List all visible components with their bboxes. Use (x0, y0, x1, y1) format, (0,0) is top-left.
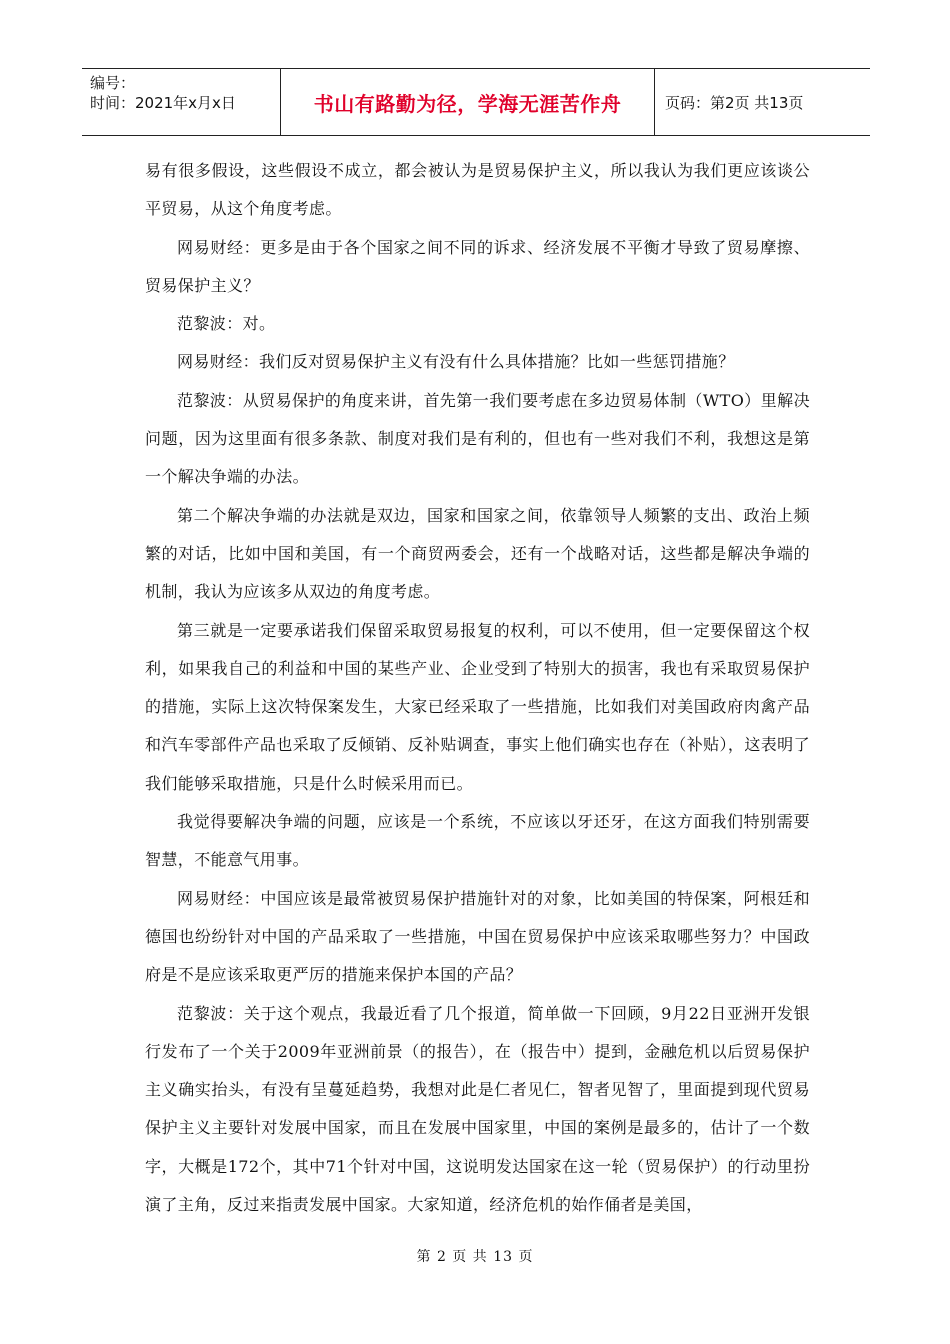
paragraph: 我觉得要解决争端的问题，应该是一个系统，不应该以牙还牙，在这方面我们特别需要智慧，不能意气用事。 (145, 812, 810, 870)
paragraph: 网易财经：更多是由于各个国家之间不同的诉求、经济发展不平衡才导致了贸易摩擦、贸易保护主义？ (145, 237, 810, 295)
document-number-label: 编号： (90, 74, 136, 92)
header-page-cell (655, 69, 870, 135)
paragraph: 范黎波：从贸易保护的角度来讲，首先第一我们要考虑在多边贸易体制（WTO）里解决问题，因为这里面有很多条款、制度对我们是有利的，但也有一些对我们不利，我想这是第一个解决争端的办法。 (145, 390, 810, 487)
paragraph: 网易财经：中国应该是最常被贸易保护措施针对的对象，比如美国的特保案，阿根廷和德国也纷纷针对中国的产品采取了一些措施，中国在贸易保护中应该采取哪些努力？中国政府是不是应该采取更严厉的措施来保护本国的产品？ (145, 888, 810, 985)
document-date-label: 时间：2021年x月x日 (90, 94, 236, 112)
paragraph: 第二个解决争端的办法就是双边，国家和国家之间，依靠领导人频繁的支出、政治上频繁的对话，比如中国和美国，有一个商贸两委会，还有一个战略对话，这些都是解决争端的机制，我认为应该多从双边的角度考虑。 (145, 505, 810, 602)
document-body (145, 152, 810, 1224)
paragraph: 范黎波：对。 (177, 314, 276, 334)
paragraph: 网易财经：我们反对贸易保护主义有没有什么具体措施？比如一些惩罚措施？ (177, 352, 735, 372)
page-footer: 第 2 页 共 13 页 (416, 1249, 534, 1265)
header-page-code: 页码：第2页 共13页 (665, 93, 804, 112)
header-meta-cell (82, 69, 281, 135)
paragraph: 第三就是一定要承诺我们保留采取贸易报复的权利，可以不使用，但一定要保留这个权利，如果我自己的利益和中国的某些产业、企业受到了特别大的损害，我也有采取贸易保护的措施，实际上这次特保案发生，大家已经采取了一些措施，比如我们对美国政府肉禽产品和汽车零部件产品也采取了反倾销、反补贴调查，事实上他们确实也存在（补贴），这表明了我们能够采取措施，只是什么时候采用而已。 (145, 620, 810, 793)
paragraph-continuation: 易有很多假设，这些假设不成立，都会被认为是贸易保护主义，所以我认为我们更应该谈公平贸易，从这个角度考虑。 (145, 161, 810, 219)
header-motto-cell (281, 69, 655, 135)
header-motto: 书山有路勤为径，学海无涯苦作舟 (313, 91, 622, 116)
paragraph: 范黎波：关于这个观点，我最近看了几个报道，简单做一下回顾，9月22日亚洲开发银行发布了一个关于2009年亚洲前景（的报告），在（报告中）提到，金融危机以后贸易保护主义确实抬头，有没有呈蔓延趋势，我想对此是仁者见仁，智者见智了，里面提到现代贸易保护主义主要针对发展中国家，而且在发展中国家里，中国的案例是最多的，估计了一个数字，大概是172个，其中71个针对中国，这说明发达国家在这一轮（贸易保护）的行动里扮演了主角，反过来指责发展中国家。大家知道，经济危机的始作俑者是美国， (145, 1003, 810, 1215)
page-header (82, 68, 870, 136)
